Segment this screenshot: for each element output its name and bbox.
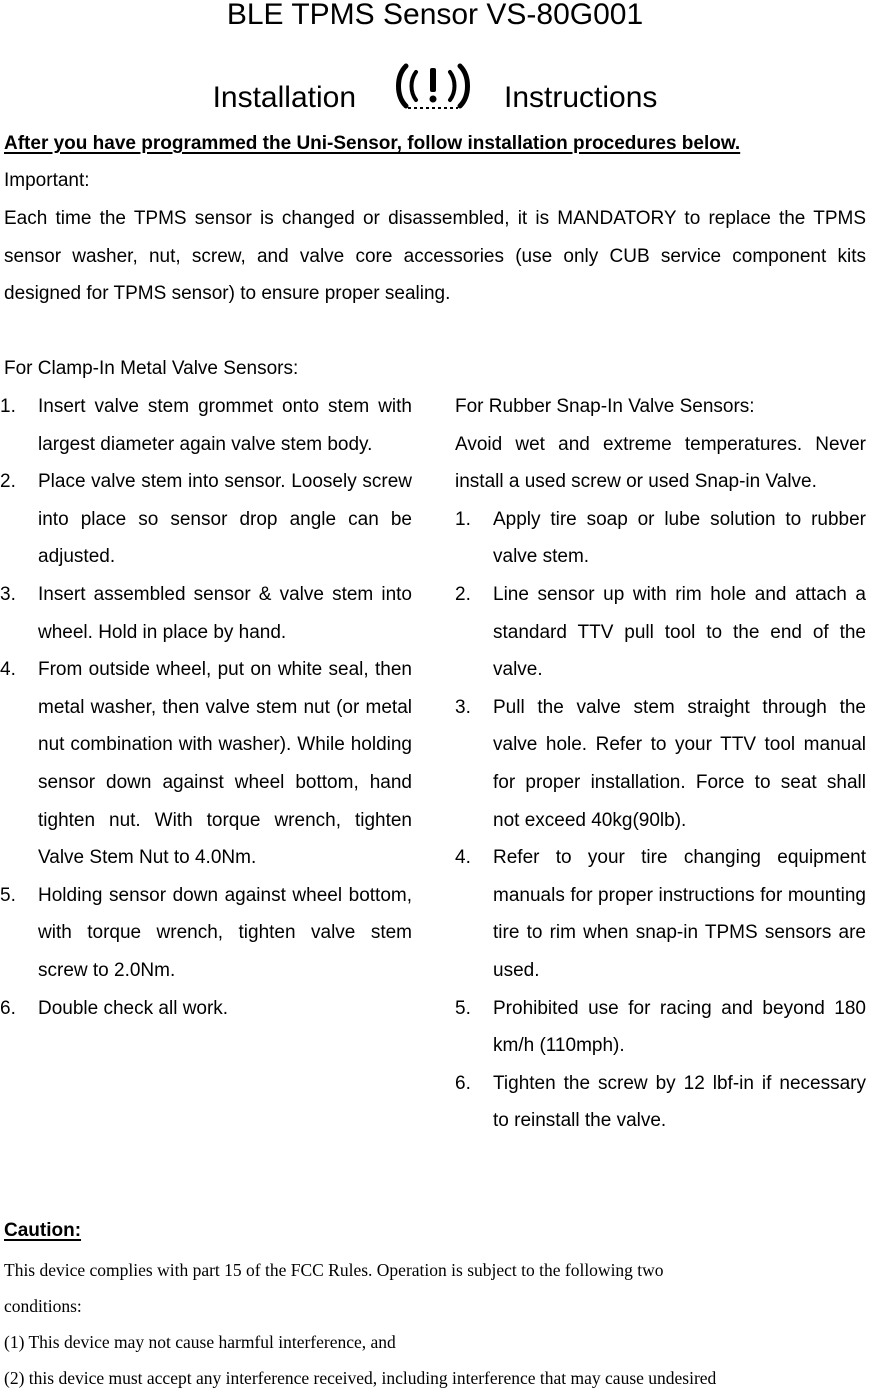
list-item	[455, 501, 866, 576]
list-item	[0, 388, 412, 463]
subtitle-installation: Installation	[212, 81, 357, 114]
clamp-in-heading: For Clamp-In Metal Valve Sensors:	[4, 358, 299, 379]
fcc-line: This device complies with part 15 of the FCC Rules. Operation is subject to the following two	[4, 1260, 664, 1280]
snap-in-column	[455, 388, 866, 1140]
important-label: Important:	[4, 170, 90, 191]
step-text: Pull the valve stem straight through the valve hole. Refer to your TTV tool manual for proper installation. Force to seat shall not exceed 40kg(90lb).	[493, 696, 866, 831]
step-text: Prohibited use for racing and beyond 180 km/h (110mph).	[493, 997, 866, 1057]
document-title: BLE TPMS Sensor VS-80G001	[226, 0, 644, 31]
step-number: 1.	[455, 508, 471, 530]
snap-in-heading: For Rubber Snap-In Valve Sensors:	[455, 396, 755, 417]
step-text: Tighten the screw by 12 lbf-in if necessary to reinstall the valve.	[493, 1072, 866, 1132]
step-text: Refer to your tire changing equipment manuals for proper instructions for mounting tire to rim when snap-in TPMS sensors are used.	[493, 847, 866, 981]
list-item	[0, 463, 412, 576]
step-number: 6.	[455, 1072, 471, 1094]
list-item	[0, 651, 412, 877]
document-subtitle	[0, 80, 870, 116]
step-number: 3.	[455, 696, 471, 718]
step-number: 4.	[455, 847, 471, 869]
list-item	[0, 990, 412, 1028]
list-item	[455, 1065, 866, 1140]
list-item	[455, 576, 866, 689]
step-text: Place valve stem into sensor. Loosely screw into place so sensor drop angle can be adjusted.	[38, 471, 412, 568]
snap-in-intro: Avoid wet and extreme temperatures. Never install a used screw or used Snap-in Valve.	[455, 433, 866, 493]
list-item	[455, 689, 866, 839]
step-number: 2.	[0, 471, 16, 493]
step-text: Double check all work.	[38, 997, 229, 1019]
list-item	[455, 839, 866, 989]
step-number: 3.	[0, 583, 16, 605]
clamp-in-steps	[0, 388, 412, 1027]
intro-heading: After you have programmed the Uni-Sensor, follow installation procedures below.	[4, 133, 741, 154]
step-number: 1.	[0, 396, 16, 417]
step-number: 2.	[455, 583, 471, 605]
step-text: Insert assembled sensor & valve stem into wheel. Hold in place by hand.	[38, 583, 412, 643]
step-text: Apply tire soap or lube solution to rubber valve stem.	[493, 508, 866, 568]
caution-heading: Caution:	[4, 1220, 82, 1241]
tpms-warning-icon	[388, 62, 478, 112]
fcc-line: (1) This device may not cause harmful interference, and	[4, 1332, 396, 1352]
step-text: Line sensor up with rim hole and attach a standard TTV pull tool to the end of the valve.	[493, 583, 866, 681]
subtitle-instructions: Instructions	[504, 81, 658, 114]
clamp-in-column	[0, 388, 412, 1027]
step-number: 5.	[455, 997, 471, 1019]
list-item	[0, 877, 412, 990]
step-text: From outside wheel, put on white seal, then metal washer, then valve stem nut (or metal nut combination with washer). While holding sensor down against wheel bottom, hand tighten nut. With torque wrench, tighten Valve Stem Nut to 4.0Nm.	[38, 659, 412, 869]
step-number: 4.	[0, 659, 16, 681]
step-text: Insert valve stem grommet onto stem with largest diameter again valve stem body.	[38, 396, 412, 455]
step-number: 6.	[0, 997, 16, 1019]
snap-in-steps	[455, 501, 866, 1140]
fcc-line: conditions:	[4, 1296, 82, 1316]
fcc-line: (2) this device must accept any interference received, including interference that may cause undesired	[4, 1368, 717, 1388]
list-item	[0, 576, 412, 651]
step-number: 5.	[0, 884, 16, 906]
fcc-statement	[4, 1252, 866, 1396]
mandatory-notice: Each time the TPMS sensor is changed or disassembled, it is MANDATORY to replace the TPMS sensor washer, nut, screw, and valve core accessories (use only CUB service component kits designed for TPMS sensor) to ensure proper sealing.	[4, 208, 866, 305]
step-text: Holding sensor down against wheel bottom, with torque wrench, tighten valve stem screw to 2.0Nm.	[38, 884, 412, 981]
list-item	[455, 990, 866, 1065]
